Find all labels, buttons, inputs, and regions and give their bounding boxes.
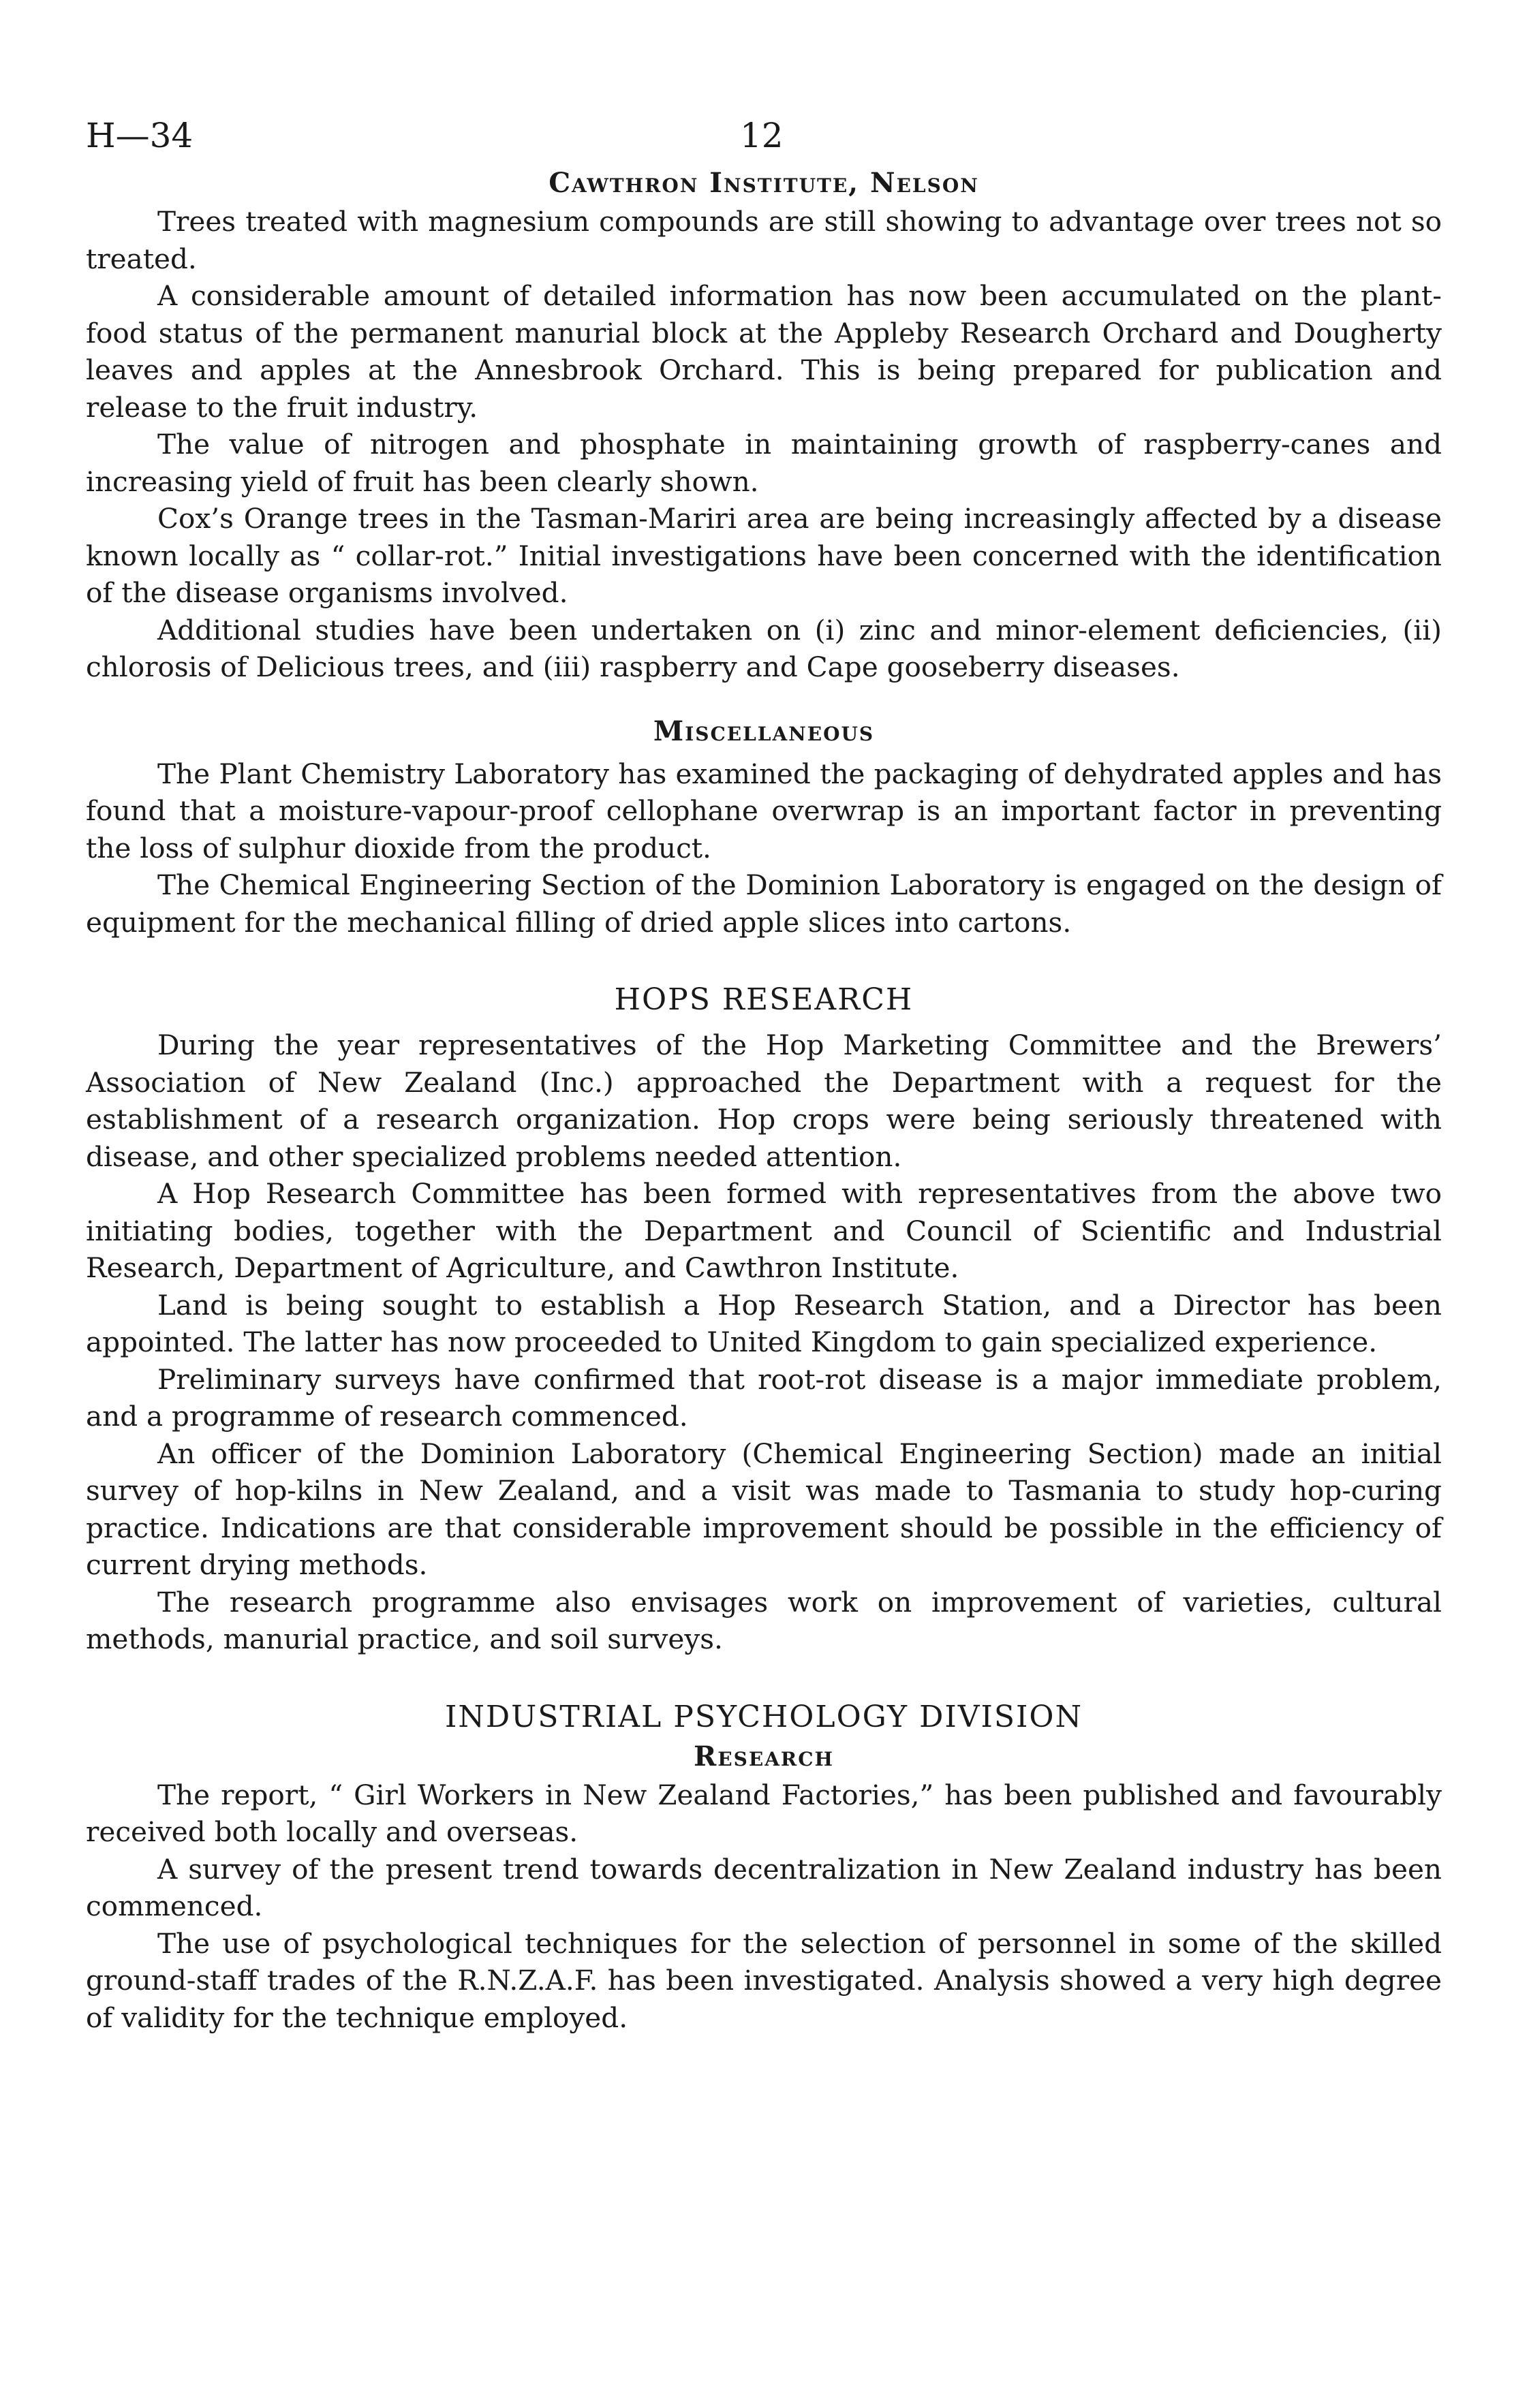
hops-paragraph: The research programme also envisages work on improvement of varieties, cultural methods, manurial practice, and soil surveys. <box>86 1585 1442 1655</box>
cawthron-paragraph: Additional studies have been undertaken on (i) zinc and minor-element deficiencies, (ii) chlorosis of Delicious trees, and (iii) raspberry and Cape gooseberry diseases. <box>86 613 1442 683</box>
hops-paragraph: An officer of the Dominion Laboratory (Chemical Engineering Section) made an initial survey of hop-kilns in New Zealand, and a visit was made to Tasmania to study hop-curing practice. Indications are that considerable improvement should be possible in the efficiency of current drying methods. <box>86 1437 1442 1581</box>
hops-paragraph: Land is being sought to establish a Hop Research Station, and a Director has been appointed. The latter has now proceeded to United Kingdom to gain specialized experience. <box>86 1288 1442 1358</box>
psychology-paragraph: The use of psychological techniques for the selection of personnel in some of the skilled ground-staff trades of the R.N.Z.A.F. has been investigated. Analysis showed a very high degree of validity for the technique employed. <box>86 1926 1442 2034</box>
hops-paragraph: During the year representatives of the Hop Marketing Committee and the Brewers’ Association of New Zealand (Inc.) approached the Department with a request for the establishment of a research organization. Hop crops were being seriously threatened with disease, and other specialized problems needed attention. <box>86 1029 1442 1173</box>
industrial-psychology-heading: INDUSTRIAL PSYCHOLOGY DIVISION <box>445 1699 1083 1734</box>
hops-paragraph: Preliminary surveys have confirmed that root-rot disease is a major immediate problem, and a programme of research commenced. <box>86 1362 1442 1433</box>
miscellaneous-section <box>86 712 1442 941</box>
cawthron-paragraph: A considerable amount of detailed information has now been accumulated on the plant-food status of the permanent manurial block at the Appleby Research Orchard and Dougherty leaves and apples at the Annesbrook Orchard. This is being prepared for publication and release to the fruit industry. <box>86 279 1442 424</box>
running-header <box>86 102 1442 163</box>
research-subheading: Research <box>694 1740 834 1772</box>
cawthron-section <box>86 163 1442 686</box>
cawthron-heading: Cawthron Institute, Nelson <box>549 167 979 199</box>
hops-research-section <box>86 980 1442 1658</box>
cawthron-paragraph: Cox’s Orange trees in the Tasman-Mariri area are being increasingly affected by a disease known locally as “ collar-rot.” Initial investigations have been concerned with the identification of the disease organisms involved. <box>86 502 1442 609</box>
document-page <box>86 102 1442 2036</box>
miscellaneous-paragraph: The Plant Chemistry Laboratory has examined the packaging of dehydrated apples and has found that a moisture-vapour-proof cellophane overwrap is an important factor in preventing the loss of sulphur dioxide from the product. <box>86 757 1442 864</box>
parliamentary-paper-reference: H—34 <box>86 116 194 155</box>
miscellaneous-paragraph: The Chemical Engineering Section of the Dominion Laboratory is engaged on the design of equipment for the mechanical filling of dried apple slices into cartons. <box>86 869 1442 939</box>
miscellaneous-heading: Miscellaneous <box>653 715 875 747</box>
industrial-psychology-section <box>86 1698 1442 2037</box>
cawthron-paragraph: Trees treated with magnesium compounds are still showing to advantage over trees not so treated. <box>86 205 1442 275</box>
hops-research-heading: HOPS RESEARCH <box>614 982 914 1017</box>
psychology-paragraph: A survey of the present trend towards decentralization in New Zealand industry has been commenced. <box>86 1852 1442 1922</box>
psychology-paragraph: The report, “ Girl Workers in New Zealand Factories,” has been published and favourably received both locally and overseas. <box>86 1778 1442 1848</box>
page-number: 12 <box>740 116 784 155</box>
hops-paragraph: A Hop Research Committee has been formed with representatives from the above two initiating bodies, together with the Department and Council of Scientific and Industrial Research, Department of Agriculture, and Cawthron Institute. <box>86 1177 1442 1284</box>
cawthron-paragraph: The value of nitrogen and phosphate in maintaining growth of raspberry-canes and increasing yield of fruit has been clearly shown. <box>86 428 1442 498</box>
